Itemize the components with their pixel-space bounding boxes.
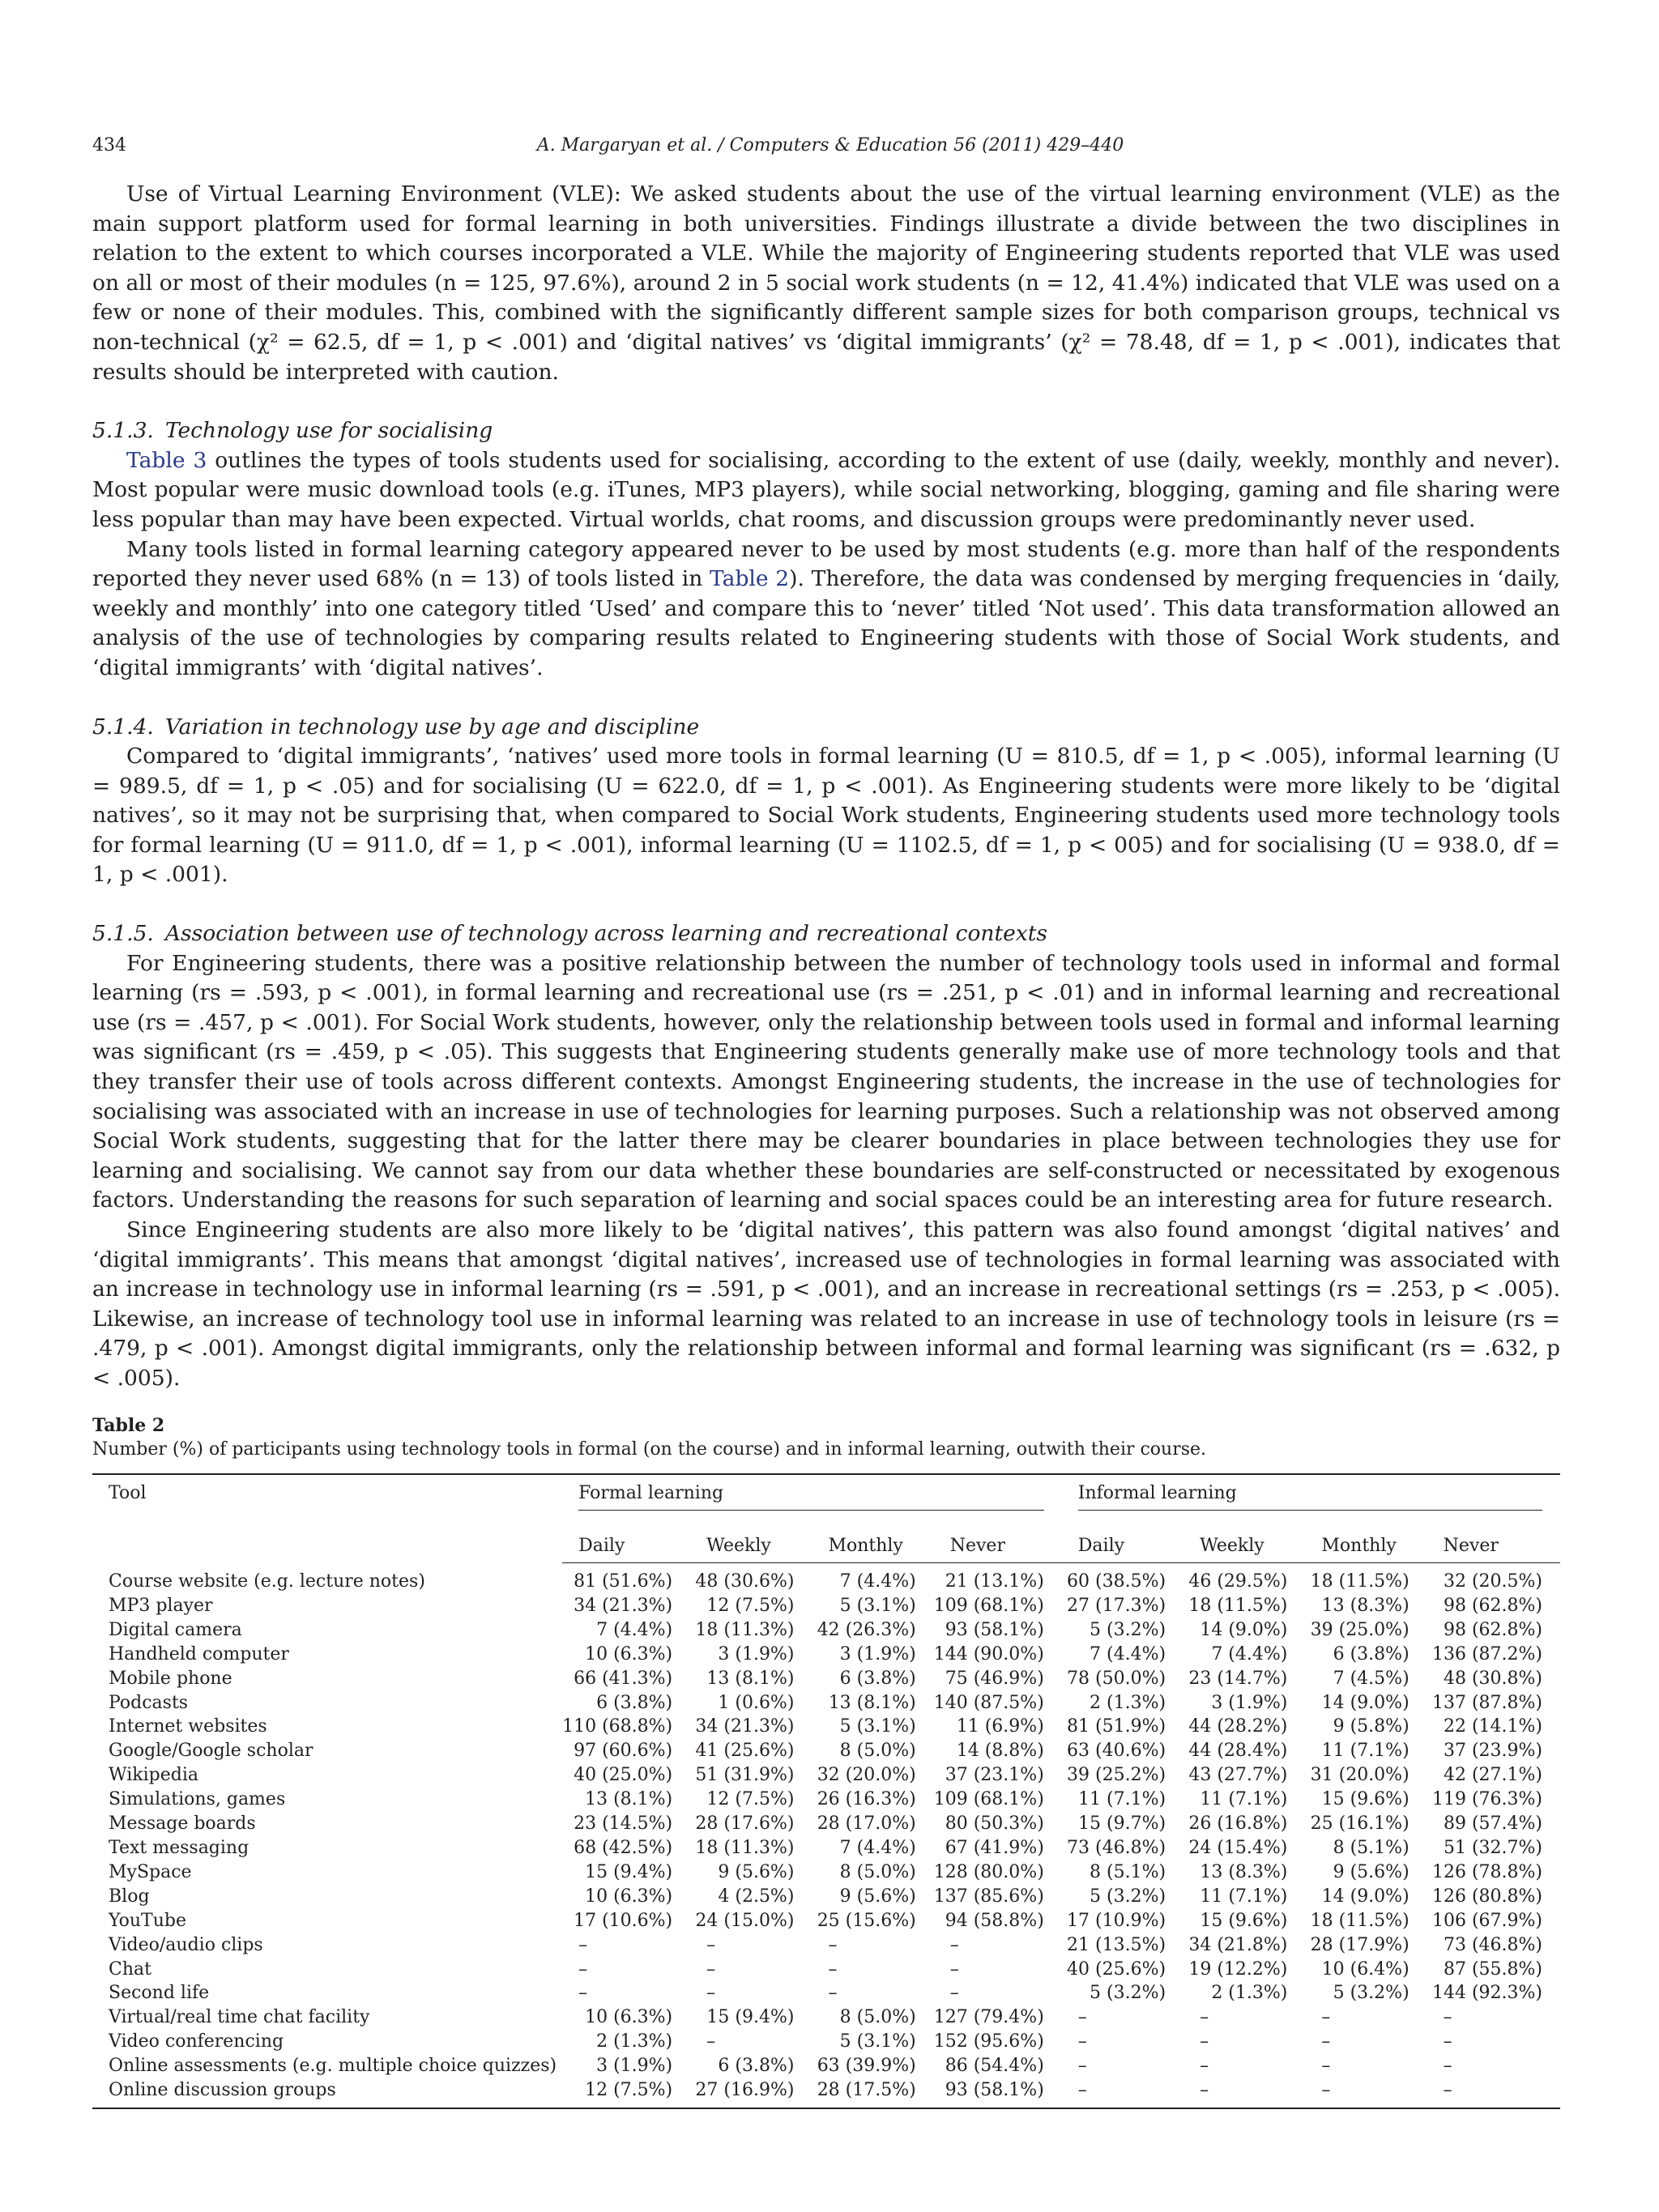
- value-cell: –: [706, 1934, 716, 1955]
- value-cell: –: [1443, 2007, 1452, 2028]
- value-cell: 40 (25.6%): [1067, 1958, 1166, 1980]
- paragraph-digital-natives: Since Engineering students are also more likely to be ‘digital natives’, this pattern was also found amongst ‘digital natives’ and ‘digital immigrants’. This means that amongst ‘digital natives’, increased use of technologies in formal learning was associated with an increase in technology use in informal learning (rs = .591, p < .001), and an increase in recreational settings (rs = .253, p < .005). Likewise, an increase of technology tool use in informal learning was related to an increase in use of technology tools in leisure (rs = .479, p < .001). Amongst digital immigrants, only the relationship between informal and formal learning was significant (rs = .632, p < .005).: [92, 1217, 1560, 1391]
- table-row: [92, 2054, 1560, 2078]
- value-cell: 2 (1.3%): [1090, 1692, 1166, 1713]
- value-cell: 14 (8.8%): [956, 1741, 1044, 1762]
- value-cell: 136 (87.2%): [1431, 1643, 1542, 1664]
- table-row: [92, 1788, 1560, 1812]
- value-cell: 6 (3.8%): [839, 1668, 916, 1689]
- table-row: [92, 1885, 1560, 1909]
- paragraph-vle: Use of Virtual Learning Environment (VLE): We asked students about the use of the virtual learning environment (VLE) as the main support platform used for formal learning in both universities. Findings illustrate a divide between the two disciplines in relation to the extent to which courses incorporated a VLE. While the majority of Engineering students reported that VLE was used on all or most of their modules (n = 125, 97.6%), around 2 in 5 social work students (n = 12, 41.4%) indicated that VLE was used on a few or none of their modules. This, combined with the significantly different sample sizes for both comparison groups, technical vs non-technical (χ² = 62.5, df = 1, p < .001) and ‘digital natives’ vs ‘digital immigrants’ (χ² = 78.48, df = 1, p < .001), indicates that results should be interpreted with caution.: [92, 181, 1560, 385]
- value-cell: 28 (17.9%): [1310, 1934, 1410, 1955]
- table-row: [92, 2078, 1560, 2108]
- value-cell: 15 (9.6%): [1321, 1789, 1410, 1810]
- value-cell: 46 (29.5%): [1188, 1571, 1288, 1592]
- value-cell: 10 (6.3%): [585, 1643, 673, 1664]
- value-cell: 31 (20.0%): [1310, 1765, 1410, 1786]
- value-cell: 23 (14.5%): [574, 1813, 673, 1835]
- tool-name-cell: Simulations, games: [109, 1789, 286, 1810]
- value-cell: 128 (80.0%): [933, 1861, 1044, 1882]
- value-cell: 39 (25.0%): [1310, 1619, 1410, 1640]
- table-row: [92, 1981, 1560, 2005]
- value-cell: 89 (57.4%): [1443, 1813, 1542, 1835]
- table-row: [92, 2030, 1560, 2054]
- value-cell: 25 (15.6%): [817, 1910, 916, 1931]
- value-cell: 18 (11.5%): [1310, 1571, 1410, 1592]
- value-cell: 42 (26.3%): [817, 1619, 916, 1640]
- value-cell: 152 (95.6%): [933, 2031, 1044, 2052]
- value-cell: 126 (80.8%): [1431, 1886, 1542, 1907]
- value-cell: 60 (38.5%): [1067, 1571, 1166, 1592]
- value-cell: 63 (39.9%): [817, 2056, 916, 2077]
- value-cell: –: [949, 1958, 959, 1980]
- table-row: [92, 1836, 1560, 1860]
- value-cell: 12 (7.5%): [562, 2078, 690, 2108]
- value-cell: 10 (6.3%): [585, 2007, 673, 2028]
- table-row: [92, 1715, 1560, 1739]
- value-cell: 93 (58.1%): [945, 1619, 1044, 1640]
- table-row: [92, 1667, 1560, 1691]
- value-cell: 68 (42.5%): [574, 1837, 673, 1858]
- value-cell: 144 (92.3%): [1431, 1983, 1542, 2004]
- value-cell: 144 (90.0%): [933, 1643, 1044, 1664]
- value-cell: 18 (11.5%): [1310, 1910, 1410, 1931]
- value-cell: 13 (8.3%): [1321, 1595, 1410, 1616]
- table-row: [92, 1933, 1560, 1958]
- value-cell: –: [828, 1958, 838, 1980]
- value-cell: 39 (25.2%): [1067, 1765, 1166, 1786]
- table-caption: Number (%) of participants using technology tools in formal (on the course) and in informal learning, outwith their course.: [92, 1439, 1207, 1460]
- tool-name-cell: Text messaging: [109, 1837, 249, 1858]
- column-header-informal-never: Never: [1427, 1519, 1560, 1563]
- tool-name-cell: Google/Google scholar: [109, 1741, 313, 1762]
- paragraph-engineering-association: For Engineering students, there was a positive relationship between the number of technology tools used in informal and formal learning (rs = .593, p < .001), in formal learning and recreational use (rs = .251, p < .01) and in informal learning and recreational use (rs = .457, p < .001). For Social Work students, however, only the relationship between tools used in formal and informal learning was significant (rs = .459, p < .05). This suggests that Engineering students generally make use of more technology tools and that they transfer their use of tools across different contexts. Amongst Engineering students, the increase in the use of technologies for socialising was associated with an increase in use of technologies for learning purposes. Such a relationship was not observed among Social Work students, suggesting that for the latter there may be clearer boundaries in place between technologies they use for learning and socialising. We cannot say from our data whether these boundaries are self-constructed or necessitated by exogenous factors. Understanding the reasons for such separation of learning and social spaces could be an interesting area for future research.: [92, 950, 1560, 1213]
- value-cell: 11 (7.1%): [1078, 1789, 1166, 1810]
- value-cell: 42 (27.1%): [1443, 1765, 1542, 1786]
- table-label: Table 2: [92, 1415, 165, 1436]
- value-cell: 34 (21.8%): [1188, 1934, 1288, 1955]
- tool-name-cell: Digital camera: [109, 1619, 242, 1640]
- value-cell: 6 (3.8%): [1333, 1643, 1410, 1664]
- value-cell: 18 (11.3%): [695, 1619, 795, 1640]
- value-cell: 13 (8.3%): [1200, 1861, 1288, 1882]
- value-cell: 37 (23.9%): [1443, 1741, 1542, 1762]
- value-cell: 11 (7.1%): [1200, 1886, 1288, 1907]
- column-header-informal-weekly: Weekly: [1183, 1519, 1305, 1563]
- value-cell: 34 (21.3%): [695, 1716, 795, 1737]
- value-cell: 80 (50.3%): [945, 1813, 1044, 1835]
- value-cell: 8 (5.0%): [839, 1741, 916, 1762]
- value-cell: 1 (0.6%): [718, 1692, 795, 1713]
- value-cell: 3 (1.9%): [596, 2056, 673, 2077]
- column-header-formal-never: Never: [934, 1519, 1062, 1563]
- value-cell: 40 (25.0%): [574, 1765, 673, 1786]
- tool-name-cell: Blog: [109, 1886, 150, 1907]
- table-row: [92, 1618, 1560, 1643]
- paragraph-text: ). Therefore, the data was condensed by merging frequencies in ‘daily, weekly and monthly’ into one category titled ‘Used’ and compare this to ‘never’ titled ‘Not used’. This data transformation allowed an analysis of the use of technologies by comparing results related to Engineering students with those of Social Work students, and ‘digital immigrants’ with ‘digital natives’.: [92, 566, 1560, 680]
- value-cell: 13 (8.1%): [706, 1668, 795, 1689]
- value-cell: 9 (5.6%): [839, 1886, 916, 1907]
- section-number: 5.1.4.: [92, 714, 154, 739]
- section-title: Variation in technology use by age and discipline: [164, 714, 700, 739]
- tool-name-cell: Handheld computer: [109, 1643, 289, 1664]
- article-body: [92, 180, 1560, 1394]
- column-header-tool: Tool: [92, 1474, 562, 1563]
- value-cell: 14 (9.0%): [1321, 1886, 1410, 1907]
- value-cell: 7 (4.4%): [1211, 1643, 1288, 1664]
- tool-name-cell: Course website (e.g. lecture notes): [109, 1571, 425, 1592]
- value-cell: 109 (68.1%): [933, 1595, 1044, 1616]
- value-cell: 119 (76.3%): [1431, 1789, 1542, 1810]
- value-cell: 7 (4.4%): [839, 1571, 916, 1592]
- column-header-formal-monthly: Monthly: [812, 1519, 933, 1563]
- value-cell: 19 (12.2%): [1188, 1958, 1288, 1980]
- tool-name-cell: Message boards: [109, 1813, 256, 1835]
- value-cell: 5 (3.1%): [839, 1595, 916, 1616]
- value-cell: 13 (8.1%): [828, 1692, 916, 1713]
- value-cell: 15 (9.4%): [706, 2007, 795, 2028]
- value-cell: –: [1077, 2056, 1087, 2077]
- value-cell: 27 (16.9%): [690, 2078, 812, 2108]
- value-cell: 6 (3.8%): [718, 2056, 795, 2077]
- value-cell: 137 (87.8%): [1431, 1692, 1542, 1713]
- value-cell: 5 (3.2%): [1090, 1983, 1166, 2004]
- value-cell: –: [1183, 2078, 1305, 2108]
- value-cell: 63 (40.6%): [1067, 1741, 1166, 1762]
- value-cell: 3 (1.9%): [839, 1643, 916, 1664]
- value-cell: 28 (17.6%): [695, 1813, 795, 1835]
- column-header-informal-daily: Daily: [1062, 1519, 1183, 1563]
- value-cell: 13 (8.1%): [585, 1789, 673, 1810]
- value-cell: 51 (32.7%): [1443, 1837, 1542, 1858]
- value-cell: 140 (87.5%): [933, 1692, 1044, 1713]
- value-cell: 22 (14.1%): [1443, 1716, 1542, 1737]
- value-cell: 37 (23.1%): [945, 1765, 1044, 1786]
- value-cell: –: [828, 1983, 838, 2004]
- value-cell: 28 (17.5%): [812, 2078, 933, 2108]
- value-cell: 32 (20.0%): [817, 1765, 916, 1786]
- value-cell: –: [1443, 2056, 1452, 2077]
- paragraph-condensed-data: [92, 535, 1560, 684]
- value-cell: 6 (3.8%): [596, 1692, 673, 1713]
- value-cell: 97 (60.6%): [574, 1741, 673, 1762]
- tool-name-cell: MySpace: [109, 1861, 192, 1882]
- value-cell: 9 (5.8%): [1333, 1716, 1410, 1737]
- value-cell: –: [1321, 2007, 1331, 2028]
- tool-name-cell: Second life: [109, 1983, 210, 2004]
- value-cell: 2 (1.3%): [596, 2031, 673, 2052]
- tool-name-cell: Podcasts: [109, 1692, 189, 1713]
- table-row: [92, 1691, 1560, 1715]
- tool-name-cell: Internet websites: [109, 1716, 267, 1737]
- value-cell: 109 (68.1%): [933, 1789, 1044, 1810]
- value-cell: 8 (5.1%): [1333, 1837, 1410, 1858]
- value-cell: –: [949, 1934, 959, 1955]
- value-cell: 81 (51.9%): [1067, 1716, 1166, 1737]
- value-cell: 8 (5.0%): [839, 2007, 916, 2028]
- value-cell: 2 (1.3%): [1211, 1983, 1288, 2004]
- value-cell: 3 (1.9%): [718, 1643, 795, 1664]
- value-cell: 93 (58.1%): [934, 2078, 1062, 2108]
- value-cell: 5 (3.2%): [1333, 1983, 1410, 2004]
- value-cell: –: [1427, 2078, 1560, 2108]
- section-title: Association between use of technology across learning and recreational contexts: [164, 921, 1048, 947]
- value-cell: 7 (4.4%): [1090, 1643, 1166, 1664]
- tool-name-cell: Wikipedia: [109, 1765, 198, 1786]
- value-cell: 4 (2.5%): [718, 1886, 795, 1907]
- value-cell: 12 (7.5%): [706, 1595, 795, 1616]
- value-cell: 11 (7.1%): [1321, 1741, 1410, 1762]
- tool-name-cell: Chat: [109, 1958, 151, 1980]
- table-row: [92, 2005, 1560, 2030]
- value-cell: 137 (85.6%): [933, 1886, 1044, 1907]
- value-cell: 15 (9.4%): [585, 1861, 673, 1882]
- table-row: [92, 1860, 1560, 1885]
- journal-citation: A. Margaryan et al. / Computers & Education 56 (2011) 429–440: [536, 135, 1124, 156]
- value-cell: 127 (79.4%): [933, 2007, 1044, 2028]
- value-cell: 5 (3.1%): [839, 2031, 916, 2052]
- section-number: 5.1.3.: [92, 418, 154, 444]
- table-row: [92, 1812, 1560, 1836]
- value-cell: 23 (14.7%): [1188, 1668, 1288, 1689]
- value-cell: –: [1200, 2031, 1209, 2052]
- value-cell: 44 (28.2%): [1188, 1716, 1288, 1737]
- tool-name-cell: Mobile phone: [109, 1668, 232, 1689]
- table-row: [92, 1594, 1560, 1618]
- value-cell: 94 (58.8%): [945, 1910, 1044, 1931]
- value-cell: –: [1077, 2007, 1087, 2028]
- value-cell: 27 (17.3%): [1067, 1595, 1166, 1616]
- section-heading-5-1-5: [92, 919, 1560, 949]
- value-cell: –: [1321, 2056, 1331, 2077]
- value-cell: 32 (20.5%): [1443, 1571, 1542, 1592]
- value-cell: 15 (9.6%): [1200, 1910, 1288, 1931]
- tool-name-cell: MP3 player: [109, 1595, 213, 1616]
- value-cell: 25 (16.1%): [1310, 1813, 1410, 1835]
- value-cell: –: [706, 2031, 716, 2052]
- value-cell: 7 (4.4%): [839, 1837, 916, 1858]
- value-cell: 18 (11.5%): [1188, 1595, 1288, 1616]
- value-cell: –: [578, 1983, 588, 2004]
- section-title: Technology use for socialising: [164, 418, 493, 444]
- tool-name-cell: Video/audio clips: [109, 1934, 263, 1955]
- value-cell: 44 (28.4%): [1188, 1741, 1288, 1762]
- value-cell: 87 (55.8%): [1443, 1958, 1542, 1980]
- column-header-formal-weekly: Weekly: [690, 1519, 812, 1563]
- value-cell: –: [1062, 2078, 1183, 2108]
- value-cell: 43 (27.7%): [1188, 1765, 1288, 1786]
- value-cell: –: [578, 1934, 588, 1955]
- technology-use-table: [92, 1473, 1560, 2109]
- value-cell: 5 (3.2%): [1090, 1886, 1166, 1907]
- tool-name-cell: Video conferencing: [109, 2031, 284, 2052]
- table-row: [92, 1909, 1560, 1933]
- value-cell: 66 (41.3%): [574, 1668, 673, 1689]
- value-cell: 17 (10.9%): [1067, 1910, 1166, 1931]
- value-cell: 126 (78.8%): [1431, 1861, 1542, 1882]
- value-cell: –: [1321, 2031, 1331, 2052]
- value-cell: 11 (7.1%): [1200, 1789, 1288, 1810]
- value-cell: 98 (62.8%): [1443, 1619, 1542, 1640]
- table-3-link[interactable]: Table 3: [126, 447, 207, 473]
- value-cell: 7 (4.4%): [596, 1619, 673, 1640]
- table-row: [92, 1563, 1560, 1594]
- value-cell: 21 (13.1%): [945, 1571, 1044, 1592]
- value-cell: 14 (9.0%): [1321, 1692, 1410, 1713]
- value-cell: 18 (11.3%): [695, 1837, 795, 1858]
- value-cell: 86 (54.4%): [945, 2056, 1044, 2077]
- value-cell: –: [1077, 2031, 1087, 2052]
- value-cell: 14 (9.0%): [1200, 1619, 1288, 1640]
- table-row: [92, 1643, 1560, 1667]
- value-cell: 24 (15.4%): [1188, 1837, 1288, 1858]
- value-cell: –: [1443, 2031, 1452, 2052]
- value-cell: 17 (10.6%): [574, 1910, 673, 1931]
- value-cell: 48 (30.8%): [1443, 1668, 1542, 1689]
- running-header: [92, 130, 1568, 162]
- tool-name-cell: Online discussion groups: [92, 2078, 562, 2108]
- paragraph-text: Many tools listed in formal learning category appeared never to be used by most students (e.g. more than half of the respondents reported they never used 68% (n = 13) of tools listed in: [92, 536, 1560, 592]
- tool-name-cell: Virtual/real time chat facility: [109, 2007, 370, 2028]
- value-cell: 3 (1.9%): [1211, 1692, 1288, 1713]
- value-cell: 41 (25.6%): [695, 1741, 795, 1762]
- value-cell: 98 (62.8%): [1443, 1595, 1542, 1616]
- value-cell: –: [578, 1958, 588, 1980]
- table-2-block: [92, 1413, 1560, 2109]
- value-cell: 106 (67.9%): [1431, 1910, 1542, 1931]
- value-cell: –: [949, 1983, 959, 2004]
- value-cell: 73 (46.8%): [1443, 1934, 1542, 1955]
- section-heading-5-1-4: [92, 713, 1560, 743]
- value-cell: 7 (4.5%): [1333, 1668, 1410, 1689]
- table-row: [92, 1739, 1560, 1763]
- value-cell: 9 (5.6%): [1333, 1861, 1410, 1882]
- value-cell: 48 (30.6%): [695, 1571, 795, 1592]
- table-row: [92, 1763, 1560, 1788]
- value-cell: –: [706, 1958, 716, 1980]
- value-cell: –: [1305, 2078, 1427, 2108]
- value-cell: 73 (46.8%): [1067, 1837, 1166, 1858]
- value-cell: 28 (17.0%): [817, 1813, 916, 1835]
- value-cell: 5 (3.2%): [1090, 1619, 1166, 1640]
- column-header-formal-daily: Daily: [562, 1519, 690, 1563]
- group-header-formal: Formal learning: [562, 1474, 1062, 1519]
- value-cell: –: [1200, 2056, 1209, 2077]
- section-heading-5-1-3: [92, 416, 1560, 446]
- column-header-informal-monthly: Monthly: [1305, 1519, 1427, 1563]
- value-cell: 12 (7.5%): [706, 1789, 795, 1810]
- value-cell: 26 (16.8%): [1188, 1813, 1288, 1835]
- value-cell: 9 (5.6%): [718, 1861, 795, 1882]
- table-row: [92, 1958, 1560, 1982]
- value-cell: –: [1200, 2007, 1209, 2028]
- paragraph-text: outlines the types of tools students used for socialising, according to the extent of use (daily, weekly, monthly and never). Most popular were music download tools (e.g. iTunes, MP3 players), while social networking, blogging, gaming and file sharing were less popular than may have been expected. Virtual worlds, chat rooms, and discussion groups were predominantly never used.: [92, 447, 1560, 532]
- value-cell: 5 (3.1%): [839, 1716, 916, 1737]
- paragraph-socialising: [92, 446, 1560, 535]
- table-2-link[interactable]: Table 2: [710, 566, 790, 592]
- value-cell: –: [828, 1934, 838, 1955]
- value-cell: 21 (13.5%): [1067, 1934, 1166, 1955]
- page-number: 434: [92, 135, 126, 156]
- value-cell: 10 (6.3%): [585, 1886, 673, 1907]
- value-cell: 10 (6.4%): [1321, 1958, 1410, 1980]
- value-cell: 8 (5.0%): [839, 1861, 916, 1882]
- value-cell: 78 (50.0%): [1067, 1668, 1166, 1689]
- paragraph-age-discipline: Compared to ‘digital immigrants’, ‘natives’ used more tools in formal learning (U = 810.5, df = 1, p < .005), informal learning (U = 989.5, df = 1, p < .05) and for socialising (U = 622.0, df = 1, p < .001). As Engineering students were more likely to be ‘digital natives’, so it may not be surprising that, when compared to Social Work students, Engineering students used more technology tools for formal learning (U = 911.0, df = 1, p < .001), informal learning (U = 1102.5, df = 1, p < 005) and for socialising (U = 938.0, df = 1, p < .001).: [92, 744, 1560, 888]
- value-cell: 24 (15.0%): [695, 1910, 795, 1931]
- tool-name-cell: YouTube: [109, 1910, 186, 1931]
- value-cell: 15 (9.7%): [1078, 1813, 1166, 1835]
- value-cell: 110 (68.8%): [562, 1716, 673, 1737]
- section-number: 5.1.5.: [92, 921, 154, 947]
- value-cell: 8 (5.1%): [1090, 1861, 1166, 1882]
- tool-name-cell: Online assessments (e.g. multiple choice quizzes): [109, 2056, 557, 2077]
- value-cell: 75 (46.9%): [945, 1668, 1044, 1689]
- value-cell: –: [706, 1983, 716, 2004]
- value-cell: 51 (31.9%): [695, 1765, 795, 1786]
- value-cell: 34 (21.3%): [574, 1595, 673, 1616]
- value-cell: 26 (16.3%): [817, 1789, 916, 1810]
- value-cell: 67 (41.9%): [945, 1837, 1044, 1858]
- value-cell: 81 (51.6%): [574, 1571, 673, 1592]
- value-cell: 11 (6.9%): [956, 1716, 1044, 1737]
- group-header-informal: Informal learning: [1062, 1474, 1560, 1519]
